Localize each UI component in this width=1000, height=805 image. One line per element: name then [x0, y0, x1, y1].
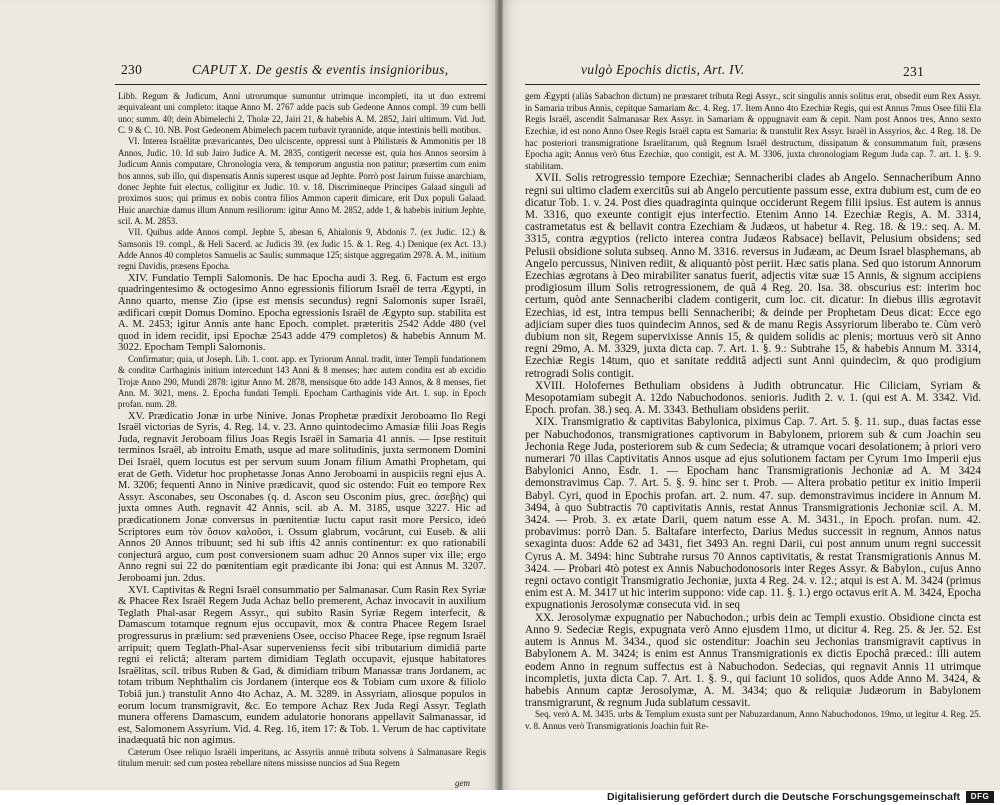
paragraph: XIV. Fundatio Templi Salomonis. De hac Epocha audi 3. Reg. 6. Factum est ergo quadringentesimo & octogesimo Anno egressionis filiorum Israël de terra Ægypti, in Anno quarto, mense Zio (ipse est mensis secundus) regni Salomonis super Israël, ædificari cœpit Domus Domino. Epocha egressionis Israël de Ægypto sup. stabilita est A. M. 2453; igitur Annis ante hanc Epoch. complet. præteritis 2542 Adde 480 (vel quod in idem recidit, ipsi Epochæ 2543 adde 479 completos) & habebis Annum M. 3022. Epocham Templi Salomonis.: [118, 272, 486, 354]
right-page: [503, 0, 1000, 790]
paragraph: XVIII. Holofernes Bethuliam obsidens à Judith obtruncatur. Hic Ciliciam, Syriam & Mesopotamiam subegit A. 12do Nabuchodonos. senioris. Judith 2. v. 1. (qui est A. M. 3342. Vid. Epoch. profan. 38.) seq. A. M. 3343. Bethuliam obsidens periit.: [525, 379, 981, 417]
running-title: vulgò Epochis dictis, Art. IV.: [581, 62, 745, 77]
dfg-logo: DFG: [966, 791, 994, 803]
header-rule: [525, 84, 980, 85]
left-page-text: [118, 91, 486, 770]
left-page-header: [0, 62, 497, 84]
paragraph: VI. Interea Israëlitæ prævaricantes, Deo ulciscente, oppressi sunt à Philistæis & Ammonitis per 18 Annos, Judic. 10. Id sub Jairo Judice A. M. 2835, contigerit necesse est, quia hos Annos seorsim à Judicum Annis computare, Chronologia vera, & temporum angustia non patitur; præsertim cum enim hos annos, sub illo, qui dispensatis Annis superest usque ad Jephte. Porrò post Jairum fuisse anarchiam, donec Jephte fuit electus, colligitur ex Judic. 10. v. 18. Discrimineque Principes Galaad singuli ad proximos suos; qui primus ex nobis contra filios Ammon caperit dimicare, erit Dux populi Galaad. Huic anarchiæ damus illum Annum resiliorum: igitur Anno M. 2852, adde 1, & habebis initium Jephte, scil. A. M. 2853.: [118, 136, 486, 226]
digitization-footer: [0, 790, 1000, 805]
paragraph: Libb. Regum & Judicum, Anni utrorumque sumuntur utrimque incompleti, ita ut duo extremi æquivaleant uni completo: itaque Anno M. 2767 adde pacis sub Gedeone Annos compl. 39 cum belli uno; summ. 40; dein Abimelechi 2, Tholæ 22, Jairi 21, & habebis A. M. 2852, Jairi ultimum. Vid. Jud. C. 9 & C. 10. NB. Post Gedeonem Abimelech pacem turbavit tyrannide, atque intestinis belli motibus.: [118, 91, 486, 136]
paragraph: Confirmatur; quia, ut Joseph. Lib. 1. cont. app. ex Tyriorum Annal. tradit, inter Templi fundationem & conditæ Carthaginis initium intercedunt 143 Anni & 8 menses; hæc autem condita est ab excidio Trojæ Anno 290, Mundi 2878: igitur Anno M. 2878, mensisque 6to adde 143 Annos, & 8 menses, fiet Ann. M. 3021, mens. 2. Epocha fundati Templi. Epocham Carthaginis vide Art. 1. sup. in Epoch profan. num. 28.: [118, 353, 486, 410]
left-page: [0, 0, 497, 790]
paragraph: XV. Prædicatio Jonæ in urbe Ninive. Jonas Prophetæ prædixit Jeroboamo Ilo Regi Israël victorias de Syris, 4. Reg. 14. v. 23. Anno quintodecimo Amasiæ filii Joas Regis Juda, regnavit Jeroboam filius Joas Regis Israël in Samaria 41 annis. — Ipse restituit terminos Israël, ab introitu Emath, usque ad mare solitudinis, juxta sermonem Domini Dei Israël, quem locutus est per servum suum Jonam filium Amathi Prophetam, qui erat de Geth. Videtur hoc prophetasse Jonas Anno Jeroboami in auspiciis regni ejus A. M. 3206; fequenti Anno in Ninive prædicavit, quod sic ostendo: Fuit eo tempore Rex Assyr. Asconabes, seu Osconabes (q. d. Ascon seu Osconim pius, grec. ἀσεβὴς) qui juxta omnes Auth. regnavit 42 Annis, scil. ab A. M. 3185, usque 3227. Hic ad prædicationem Jonæ conversus in pœnitentiæ luctu caput rasit more Persico, ideò Scriptores eum τὸν ὄσιον καλοῦσι, i. Ossum glabrum, vocârunt, cui Euseb. & alii Annos 20 Annos tribuunt; sed hi sub iftis 42 annis continentur: ex quo rationabili conjecturâ arguo, cum post conversionem suam adhuc 20 Annos super vix ille; ergo Anno regni sui 22 do pœnitentiam egit prædicante ibi Jona: qui est Annus M. 3207. Jeroboami jun. 2dus.: [118, 410, 486, 585]
page-number: 230: [121, 62, 143, 77]
funding-notice: Digitalisierung gefördert durch die Deutsche Forschungsgemeinschaft: [607, 791, 960, 803]
paragraph: XIX. Transmigratio & captivitas Babylonica, piximus Cap. 7. Art. 5. §. 11. sup., duas factas esse per Nabuchodonos, transmigrationes captivorum in Babylonem, priorem sub & cum Joachin seu Jechonia Rege Juda, posteriorem sub & cum Sedecia; & utramque vocari desolationem; à priori vero numerari 70 illas Captivitatis Annos usque ad ejus solutionem factam per Cyrum 1mo Imperii ejus Babylonici Anno, Esdr. 1. — Epocham hanc Transmigrationis Jechoniæ ad A. M 3424 demonstravimus Cap. 7. Art. 5. §. 9. hinc ser t. Prob. — Altera probatio petitur ex initio Imperii Babyl. Cyri, quod in Epochis profan. art. 2. num. 47. sup. demonstravimus incidere in Annum M. 3494, à quo Subtractis 70 captivitatis Annis, restat Annus Transmigrationis Jechoniæ scil. A. M. 3424. — Prob. 3. ex ætate Darii, quem natum esse A. M. 3431., in Epoch. profan. num. 42. probavimus: porrò Dan. 5. Baltafare interfecto, Darius Medus successit in regnum, Annos natus sexaginta duos: Adde 62 ad 3431, fiet 3493 An. regni Darii, cui post annum unum regni successit Cyrus A. M. 3494: hinc Subtrahe rursus 70 Annos captivitatis, & restat Transmigrationis Annus M. 3424. — Probari 4tò potest ex Annis Nabuchodonosoris inter Reges Assyr. & Babylon., cujus Anno regni octavo contigit Transmigratio Jechoniæ, juxta 4 Reg. 24. v. 12.; atqui is est A. M. 3424 (primus enim est A. M. 3417 ut hic interim suppono: vide cap. 11. §. 1.) ergo octavus erit A. M. 3424, Epocha expugnationis Jerosolymæ consecuta vid. in seq: [525, 416, 981, 612]
paragraph: XVI. Captivitas & Regni Israël consummatio per Salmanasar. Cum Rasin Rex Syriæ & Phacee Rex Israël Regem Juda Achaz bello premerent, Achaz invocavit in auxilium Teglath Phal-asar Regem Assyr., qui subito Rasin Syriæ Regem interfecit, & Damascum totamque regnum ejus occupavit, mox & contra Phacee Regem Israel progressurus in prælium: sed præveniens Osee, occiso Phacee Rege, ipse regnum Israël arripuit; quem Teglath-Phal-Asar supervenienss fecit sibi tributarium dimidiâ parte regni ei relictâ; alteram partem dimidiam Teglath occupavit, ejusque habitatores Israëlitas, scil. tribus Ruben & Gad, & dimidiam tribum Manassæ trans Jordanem, ac totam tribum Nephthalim cis Jordanem (interque eos & Tobiam cum uxore & filiolo Tobiâ jun.) transtulit Anno 4to Achaz, A. M. 3289. in Assyriam, aliosque populos in eorum locum transmigravit, &c. Eo tempore Achaz Rex Juda Regi Assyr. Teglath munera offerens Damascum, eundem adulatorie honorans appellavit Salmanassar, id est, Salomonem Assyrium. Vid. 4. Reg. 16, item 17: & Tob. 1. Verum de hac captivitate inadæquatâ hic non agimus.: [118, 584, 486, 747]
paragraph: XVII. Solis retrogressio tempore Ezechiæ; Sennacheribi clades ab Angelo. Sennacheribum Anno regni sui ultimo cladem exercitûs sui ab Angelo percutiente passum esse, extra dubium est, cum de eo dicatur Tob. 1. v. 24. Post dies quadraginta quinque occiderunt Regem filii ipsius. Est autem is annus M. 3316, quo exeunte contigit ejus interfectio. Etenim Anno 14. Ezechiæ Regis, A. M. 3314, castrametatus est & bellavit contra Ezechiam & Judæos, ut habetur 4. Reg. 18. & 19.: seq. A. M. 3315, contra ægyptios (relicto interea contra Judæos Rabsace) bellavit, Pelusium obsidens; sed Pelusii obsidione soluta subseq. Anno M. 3316. reversus in Judæam, ac Deum Israel blasphemans, ab Angelo percussus, Niniven rediit, & aliquantò pòst periit. Hæc satis plana. Sed quo istorum Annorum Ezechias ægrotans à Deo mirabiliter sanatus fuerit, adjectis vitæ suæ 15 Annis, & signum accipiens prodigiosum illum Solis retrogressionem, de quâ 4 Reg. 20. Isa. 38. obscurius est: interim hoc certum, quòd ante Sennacheribi cladem contigerit, cum loc. cit. dicatur: In diebus illis ægrotavit Ezechias, id est, intra tempus belli Sennacheribi; & deinde per Prophetam Deus dicat: Ecce ego adjiciam super dies tuos quindecim Annos, sed & de manu Regis Assyriorum liberabo te. Cùm verò dubium non sit, Regem supervixisse Annis 15, & quidem solidis ac plenis; mortuus verò sit Anno regni 29mo, A. M. 3329, juxta dicta cap. 7. Art. 1. §. 9.: Subtrahe 15, & habebis Annum M. 3314, Ezechiæ Regis 14tum, quo et sanitate redditâ adjecti sunt Anni quindecim, & quo prodigium retrogradi Solis contigit.: [525, 172, 981, 380]
paragraph: VII. Quibus adde Annos compl. Jephte 5, abesan 6, Ahialonis 9, Abdonis 7. (ex Judic. 12.) & Samsonis 19. compl., & Heli Sacerd. ac Judicis 39. (ex Judic 15. & 1. Reg. 4.) Denique (ex Act. 13.) Adde Annos 40 completos Samuelis ac Saulis; summaque 125; sistque aggregatim 2978. A. M., initium regni Davidis, præsens Epocha.: [118, 227, 486, 272]
right-page-text: [525, 91, 981, 733]
paragraph: Cæterum Osee reliquo Israëli imperitans, ac Assyriis annuè tributa solvens à Salmanasare Regis titulum meruit: sed cum postea rebellare nitens mississe nuncios ad Sua Regem: [118, 746, 486, 769]
page-number: 231: [903, 64, 925, 79]
header-rule: [115, 84, 487, 85]
paragraph: gem Ægypti (aliàs Sabachon dictum) ne præstaret tributa Regi Assyr., scit singulis annis solitus erat, obsedit eum Rex Assyr. in Samaria tribus Annis, cepitque Samariam &c. 4. Reg. 17. Item Anno 4to Ezechiæ Regis, qui est Annus 7mus Osee filii Ela Regis Israël, ascendit Salmanasar Rex Assyr. in Samariam & oppugnavit eam & cepit. Nam post Annos tres, Anno sexto Ezechiæ, id est nono Anno Osee Regis Israël capta est Samaria: & transtulit Rex Assyr. Israël in Assyrios, &c. 4 Reg. 18. De hac posteriori transmigratione Israelitarum, quâ Regnum Israël destructum, dissipatum & consummatum fuit, præsens Epocha agit; Annus verò 6tus Ezechiæ, quo contigit, est A. M. 3306, juxta chronologiam Regum Juda cap. 7. art. 1. §. 9. stabilitam.: [525, 91, 981, 171]
right-page-header: [503, 62, 1000, 84]
running-title: CAPUT X. De gestis & eventis insignioribus,: [192, 62, 449, 77]
paragraph: Seq. verò A. M. 3435. urbs & Templum exusta sunt per Nabuzardanum, Anno Nabuchodonos. 19mo, ut legitur 4. Reg. 25. v. 8. Annus verò Transmigrationis Joachin fuit Re-: [525, 709, 981, 731]
paragraph: XX. Jerosolymæ expugnatio per Nabuchodon.; urbis dein ac Templi exustio. Obsidione cincta est Anno 9. Sedeciæ Regis, expugnata verò Anno ejusdem 11mo, ut dicitur 4. Reg. 25. & Jer. 52. Est autem is Annus M. 3434., quod sic ostenditur: Joachin seu Jechonias transmigravit captivus in Babylonem A. M. 3424; is enim est Annus Transmigrationis ex dictis Epochâ præced.: illi autem eodem Anno in regnum suffectus est à Nabuchodon. Sedecias, qui regnavit Annis 11 utrimque incompletis, juxta dicta Cap. 7. Art. 1. §. 9., qui faciunt 10 solidos, quos Adde Anno M. 3424, & habebis Annum captæ Jerosolymæ, A. M. 3434; quo & reliquiæ Judæorum in Babylonem transmigrarunt, & regnum Juda sublatum cessavit.: [525, 611, 981, 710]
catchword: gem: [455, 778, 470, 788]
